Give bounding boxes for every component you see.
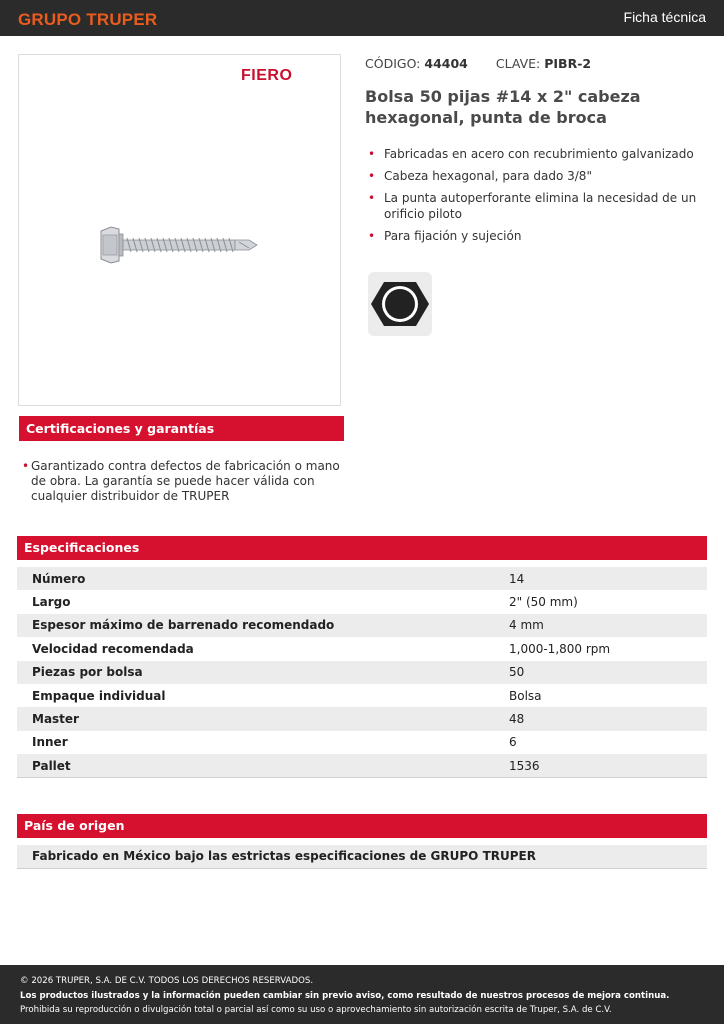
footer-legal: Prohibida su reproducción o divulgación total o parcial así como su uso o aprovechamiento sin autorización escrita de Truper, S.A. de C.V. [20,1005,612,1016]
bullet-dot: • [368,191,376,205]
footer-notice: Los productos ilustrados y la información pueden cambiar sin previo aviso, como resultado de nuestros procesos de mejora continua. [20,990,670,1001]
hex-head-icon [368,272,432,336]
bullet-dot: • [368,169,376,183]
footer [0,965,724,1024]
doc-type-label: Ficha técnica [623,9,706,25]
table-row: Largo 2" (50 mm) [32,595,578,610]
table-row: Master 48 [17,707,707,730]
table-row: Número 14 [17,567,707,590]
table-row: Pallet 1536 [17,754,707,777]
table-row: Piezas por bolsa 50 [17,661,707,684]
product-codes [365,56,591,71]
bullet-dot: • [22,459,30,473]
hex-head-icon-graphic [368,272,432,336]
fiero-logo: FIERO [241,67,293,84]
clave-value: PIBR-2 [544,56,592,71]
bullet-dot: • [368,147,376,161]
table-row: Inner 6 [32,735,517,750]
feature-list [368,146,698,250]
feature-item: • Fabricadas en acero con recubrimiento galvanizado [368,147,694,161]
pais-origen-text: Fabricado en México bajo las estrictas especificaciones de GRUPO TRUPER [17,845,707,869]
brand-logo[interactable]: GRUPO TRUPER [18,10,158,29]
codigo-value: 44404 [424,56,468,71]
product-title: Bolsa 50 pijas #14 x 2" cabeza hexagonal, punta de broca [365,87,641,127]
feature-item: • La punta autoperforante elimina la necesidad de un orificio piloto [368,191,697,221]
certificaciones-header: Certificaciones y garantías [19,416,344,441]
clave-label: CLAVE: [495,56,541,71]
product-image-panel [18,54,341,406]
pais-origen-header: País de origen [17,814,707,838]
top-bar [0,0,724,36]
footer-copyright: © 2026 TRUPER, S.A. DE C.V. TODOS LOS DERECHOS RESERVADOS. [20,976,314,986]
especificaciones-header: Especificaciones [17,536,707,560]
bullet-dot: • [368,229,376,243]
codigo-label: CÓDIGO: [365,56,421,71]
table-row: Empaque individual Bolsa [32,688,542,703]
table-row: Velocidad recomendada 1,000-1,800 rpm [32,641,611,656]
table-row: Espesor máximo de barrenado recomendado 4 mm [17,614,707,637]
screw-image [99,225,279,265]
garantia-text: • Garantizado contra defectos de fabricación o mano de obra. La garantía se puede hacer válida con cualquier distribuidor de TRUPER [22,459,340,503]
feature-item: • Para fijación y sujeción [368,229,522,243]
feature-item: • Cabeza hexagonal, para dado 3/8" [368,169,592,183]
spec-table [17,567,707,778]
